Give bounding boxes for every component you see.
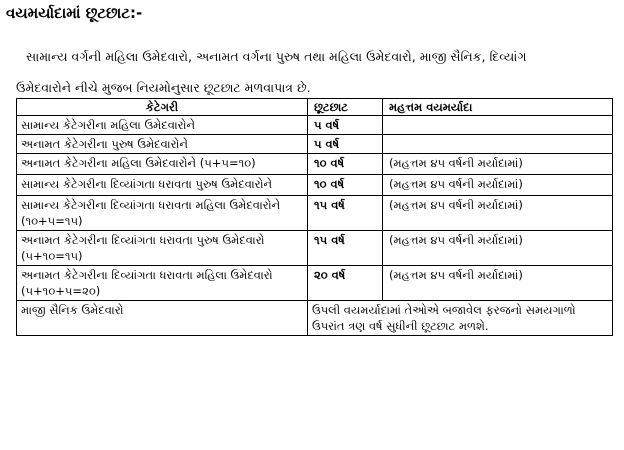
max-age-cell: (મહત્તમ ૪૫ વર્ષની મર્યાદામાં): [383, 196, 613, 231]
column-header-max-age: મહત્તમ વયમર્યાદા: [383, 99, 613, 116]
table-row: [17, 196, 613, 231]
relaxation-cell: ૧૦ વર્ષ: [308, 175, 383, 196]
max-age-cell: (મહત્તમ ૪૫ વર્ષની મર્યાદામાં): [383, 154, 613, 175]
relaxation-cell: ૧૦ વર્ષ: [308, 154, 383, 175]
max-age-cell: (મહત્તમ ૪૫ વર્ષની મર્યાદામાં): [383, 175, 613, 196]
category-cell: સામાન્ય કેટેગરીના મહિલા ઉમેદવારોને: [17, 116, 308, 135]
column-header-category: કેટેગરી: [17, 99, 308, 116]
relaxation-cell: ૫ વર્ષ: [308, 135, 383, 154]
category-cell: અનામત કેટેગરીના દિવ્યાંગતા ધરાવતા મહિલા ઉમેદવારો (૫+૧૦+૫=૨૦): [17, 266, 308, 301]
table-row: [17, 231, 613, 266]
page-heading: વયમર્યાદામાં છૂટછાટ:-: [6, 4, 143, 22]
column-header-relaxation: છૂટછાટ: [308, 99, 383, 116]
relaxation-cell: ૧૫ વર્ષ: [308, 231, 383, 266]
intro-line-1: સામાન્ય વર્ગની મહિલા ઉમેદવારો, અનામત વર્ગના પુરુષ તથા મહિલા ઉમેદવારો, માજી સૈનિક, દિવ્યાંગ: [26, 49, 527, 64]
category-cell: અનામત કેટેગરીના પુરુષ ઉમેદવારોને: [17, 135, 308, 154]
relaxation-cell: ૫ વર્ષ: [308, 116, 383, 135]
max-age-cell: [383, 116, 613, 135]
intro-line-2: ઉમેદવારોને નીચે મુજબ નિયમોનુસાર છૂટછાટ મળવાપાત્ર છે.: [16, 80, 311, 95]
table-row: [17, 135, 613, 154]
intro-paragraph: [16, 41, 616, 103]
relaxation-cell: ૨૦ વર્ષ: [308, 266, 383, 301]
table-row: [17, 175, 613, 196]
max-age-cell: (મહત્તમ ૪૫ વર્ષની મર્યાદામાં): [383, 266, 613, 301]
category-cell: અનામત કેટેગરીના મહિલા ઉમેદવારોને (૫+૫=૧૦): [17, 154, 308, 175]
table-row: [17, 116, 613, 135]
category-cell: સામાન્ય કેટેગરીના દિવ્યાંગતા ધરાવતા પુરુષ ઉમેદવારોને: [17, 175, 308, 196]
category-cell: સામાન્ય કેટેગરીના દિવ્યાંગતા ધરાવતા મહિલા ઉમેદવારોને (૧૦+૫=૧૫): [17, 196, 308, 231]
age-relaxation-table: [16, 98, 613, 336]
table-header-row: [17, 99, 613, 116]
table-row: [17, 266, 613, 301]
table-row: [17, 301, 613, 336]
relaxation-cell: ૧૫ વર્ષ: [308, 196, 383, 231]
ex-servicemen-note-cell: ઉપલી વયમર્યાદામાં તેઓએ બજાવેલ ફરજનો સમયગાળો ઉપરાંત ત્રણ વર્ષ સુધીની છૂટછાટ મળશે.: [308, 301, 613, 336]
category-cell: અનામત કેટેગરીના દિવ્યાંગતા ધરાવતા પુરુષ ઉમેદવારો (૫+૧૦=૧૫): [17, 231, 308, 266]
max-age-cell: (મહત્તમ ૪૫ વર્ષની મર્યાદામાં): [383, 231, 613, 266]
max-age-cell: [383, 135, 613, 154]
table-row: [17, 154, 613, 175]
category-cell: માજી સૈનિક ઉમેદવારો: [17, 301, 308, 336]
